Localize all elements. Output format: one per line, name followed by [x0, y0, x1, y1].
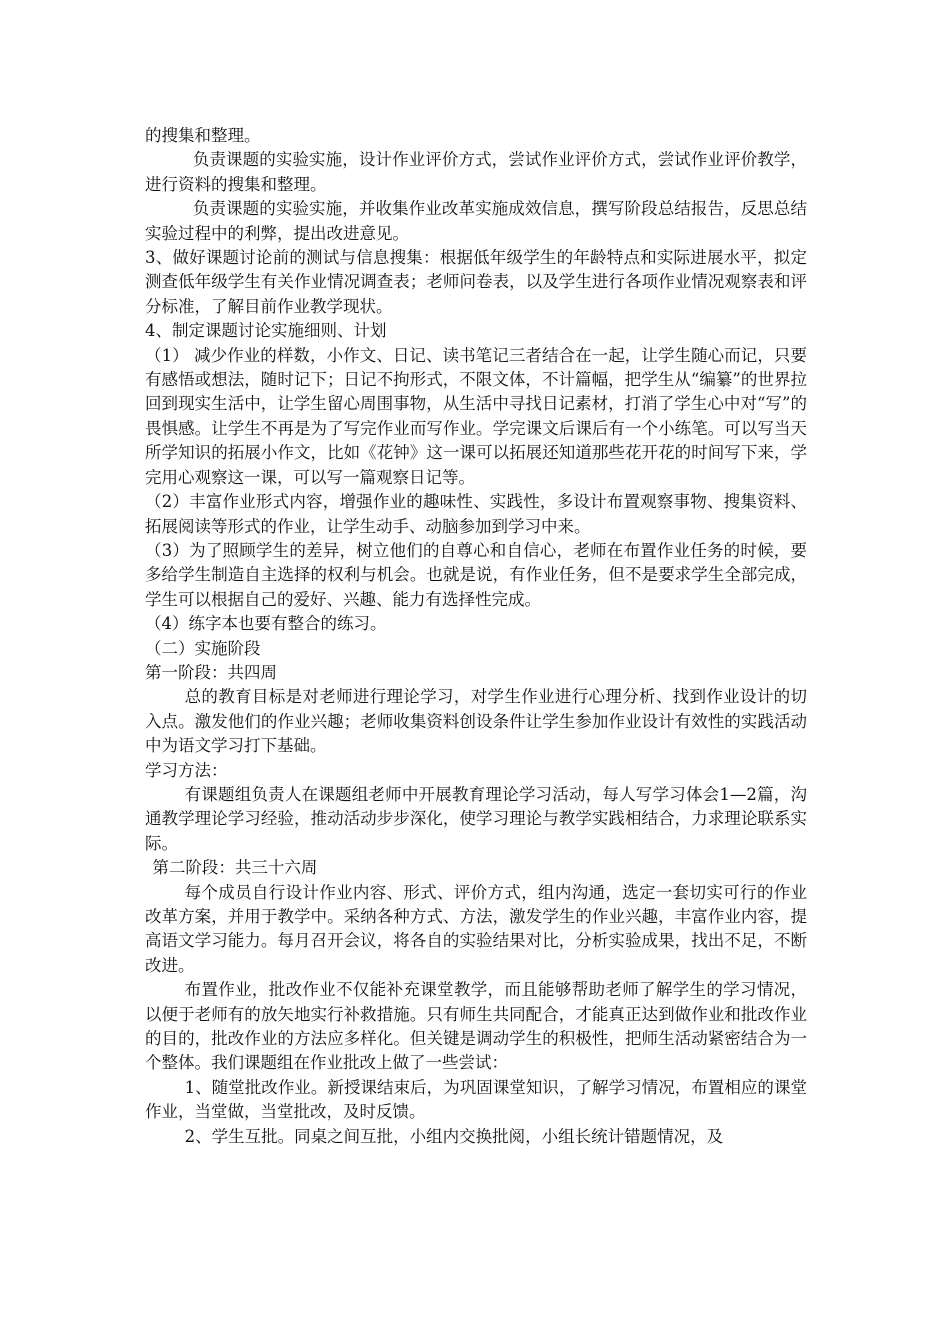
stage-heading-1: 第一阶段：共四周: [145, 662, 277, 682]
paragraph-3: 负责课题的实验实施，并收集作业改革实施成效信息，撰写阶段总结报告，反思总结实验过程中的利弊，提出改进意见。: [145, 199, 807, 243]
stage-heading-2: 第二阶段：共三十六周: [152, 858, 318, 878]
paragraph-learning-method: 有课题组负责人在课题组老师中开展教育理论学习活动，每人写学习体会1—2篇，沟通教学理论学习经验，推动活动步步深化，使学习理论与教学实践相结合，力求理论联系实际。: [145, 784, 807, 853]
list-item-4: （4）练字本也要有整合的练习。: [145, 614, 387, 634]
section-heading-implementation: （二）实施阶段: [145, 638, 261, 658]
paragraph-4: 3、做好课题讨论前的测试与信息搜集：根据低年级学生的年龄特点和实际进展水平，拟定测查低年级学生有关作业情况调查表；老师问卷表，以及学生进行各项作业情况观察表和评分标准，了解目前作业教学现状。: [145, 248, 807, 316]
paragraph-method-2: 2、学生互批。同桌之间互批，小组内交换批阅，小组长统计错题情况，及: [184, 1126, 724, 1146]
section-heading-plan: 4、制定课题讨论实施细则、计划: [145, 321, 387, 341]
paragraph-stage2-design: 每个成员自行设计作业内容、形式、评价方式，组内沟通，选定一套切实可行的作业改革方案，并用于教学中。采纳各种方式、方法，激发学生的作业兴趣，丰富作业内容，提高语文学习能力。每月召开会议，将各自的实验结果对比，分析实验成果，找出不足，不断改进。: [145, 882, 807, 975]
list-item-3: （3）为了照顾学生的差异，树立他们的自尊心和自信心，老师在布置作业任务的时候，要多给学生制造自主选择的权利与机会。也就是说，有作业任务，但不是要求学生全部完成，学生可以根据自己的爱好、兴趣、能力有选择性完成。: [145, 540, 807, 609]
paragraph-1: 的搜集和整理。: [145, 126, 261, 145]
paragraph-stage2-grading: 布置作业，批改作业不仅能补充课堂教学，而且能够帮助老师了解学生的学习情况，以便于老师有的放矢地实行补救措施。只有师生共同配合，才能真正达到做作业和批改作业的目的，批改作业的方法应多样化。但关键是调动学生的积极性，把师生活动紧密结合为一个整体。我们课题组在作业批改上做了一些尝试：: [145, 980, 807, 1073]
document-page: [145, 124, 807, 1149]
paragraph-2: 负责课题的实验实施，设计作业评价方式，尝试作业评价方式，尝试作业评价教学，进行资料的搜集和整理。: [145, 150, 807, 194]
paragraph-stage1-goal: 总的教育目标是对老师进行理论学习，对学生作业进行心理分析、找到作业设计的切入点。激发他们的作业兴趣；老师收集资料创设条件让学生参加作业设计有效性的实践活动中为语文学习打下基础。: [145, 687, 807, 756]
list-item-1: （1） 减少作业的样数，小作文、日记、读书笔记三者结合在一起，让学生随心而记，只要有感悟或想法，随时记下；日记不拘形式，不限文体，不计篇幅，把学生从“编纂”的世界拉回到现实生活中，让学生留心周围事物，从生活中寻找日记素材，打消了学生心中对“写”的畏惧感。让学生不再是为了写完作业而写作业。学完课文后课后有一个小练笔。可以写当天所学知识的拓展小作文，比如《花钟》这一课可以拓展还知道那些花开花的时间写下来，学完用心观察这一课，可以写一篇观察日记等。: [145, 345, 807, 487]
paragraph-method-1: 1、随堂批改作业。新授课结束后，为巩固课堂知识，了解学习情况，布置相应的课堂作业，当堂做，当堂批改，及时反馈。: [145, 1077, 807, 1122]
subheading-learning-method: 学习方法：: [145, 760, 228, 780]
list-item-2: （2）丰富作业形式内容，增强作业的趣味性、实践性，多设计布置观察事物、搜集资料、拓展阅读等形式的作业，让学生动手、动脑参加到学习中来。: [145, 492, 807, 536]
